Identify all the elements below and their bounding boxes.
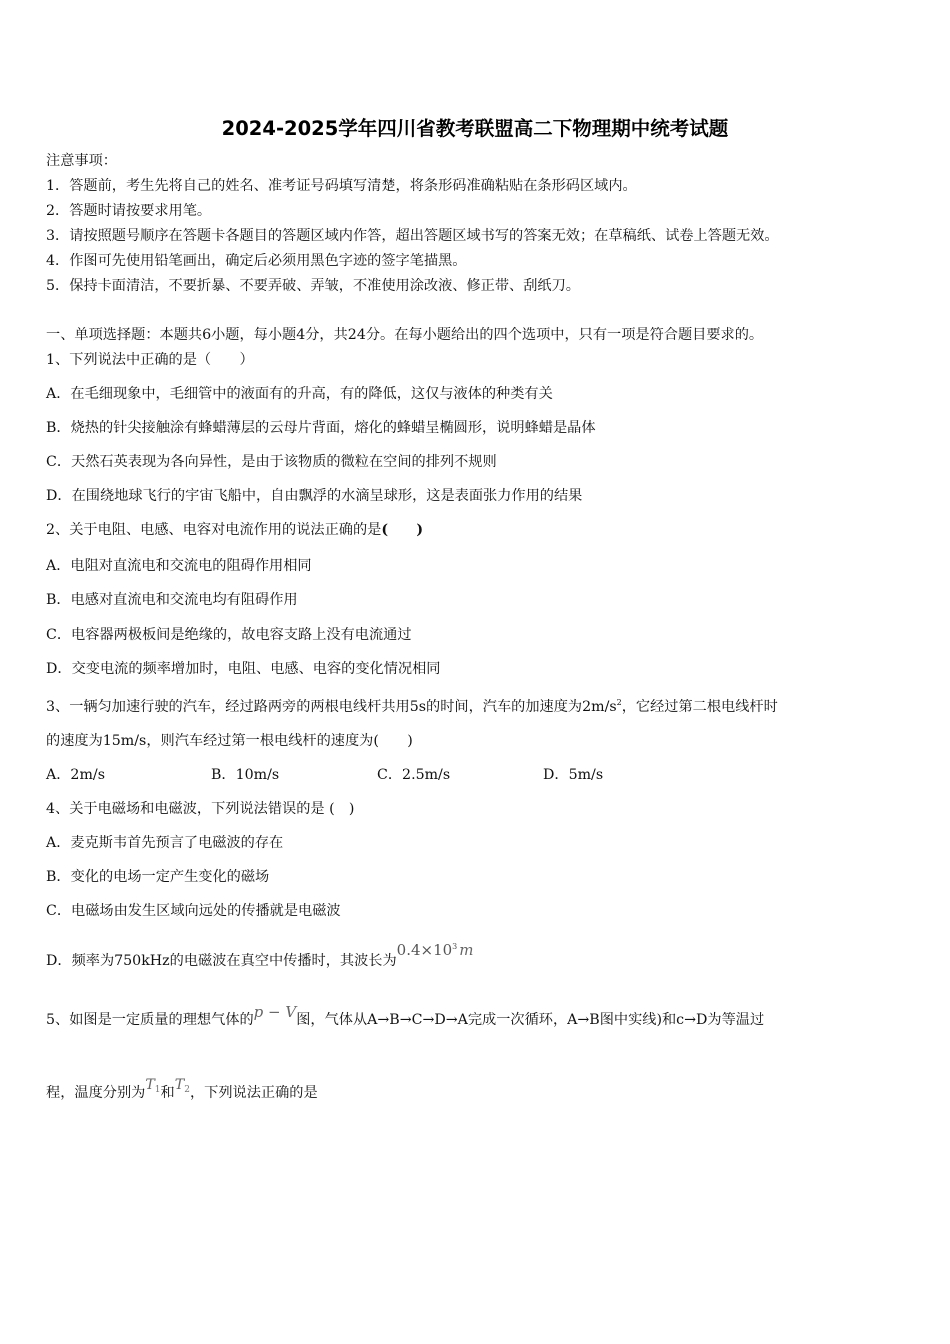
notice-heading: 注意事项：: [46, 153, 117, 169]
q4-option-d: [46, 941, 474, 970]
formula-base: 0.4×10: [396, 941, 453, 959]
q5-stem-line1: [46, 1003, 765, 1029]
q5-stem-line2: [46, 1077, 318, 1107]
page-title: 2024-2025学年四川省教考联盟高二下物理期中统考试题: [221, 117, 729, 140]
q4-option-c: C．电磁场由发生区域向远处的传播就是电磁波: [46, 903, 341, 919]
q4-option-a: A．麦克斯韦首先预言了电磁波的存在: [46, 835, 284, 851]
t2-subscript: 2: [184, 1085, 190, 1095]
pv-formula: p − V: [253, 1003, 297, 1021]
q2-option-b: B．电感对直流电和交流电均有阻碍作用: [46, 592, 298, 608]
t1-symbol: T: [145, 1077, 155, 1093]
q1-stem: 1、下列说法中正确的是（ ）: [46, 352, 254, 368]
q5-text-d: ，下列说法正确的是: [189, 1085, 318, 1101]
t2-formula: [175, 1077, 190, 1093]
q1-option-b: B．烧热的针尖接触涂有蜂蜡薄层的云母片背面，熔化的蜂蜡呈椭圆形，说明蜂蜡是晶体: [46, 420, 596, 436]
q5-text-a: 5、如图是一定质量的理想气体的: [46, 1012, 254, 1028]
q3-stem-sup: 2: [616, 698, 622, 707]
q1-option-d: D．在围绕地球飞行的宇宙飞船中，自由飘浮的水滴呈球形，这是表面张力作用的结果: [46, 488, 583, 504]
section-heading: 一、单项选择题：本题共6小题，每小题4分，共24分。在每小题给出的四个选项中，只有一项是符合题目要求的。: [46, 327, 764, 343]
q5-text-c: 程，温度分别为: [46, 1085, 146, 1101]
formula-exponent: 3: [452, 942, 458, 951]
q3-option-b: B．10m/s: [211, 767, 280, 783]
formula-unit: m: [459, 941, 474, 959]
q3-option-a: A．2m/s: [46, 767, 105, 783]
t1-subscript: 1: [154, 1085, 161, 1095]
q1-option-a: A．在毛细现象中，毛细管中的液面有的升高，有的降低，这仅与液体的种类有关: [46, 386, 553, 402]
q2-stem-text: 2、关于电阻、电感、电容对电流作用的说法正确的是: [46, 522, 382, 538]
notice-item: 1．答题前，考生先将自己的姓名、准考证号码填写清楚，将条形码准确粘贴在条形码区域内。: [46, 178, 637, 194]
t2-symbol: T: [174, 1077, 185, 1093]
q3-stem-line2: 的速度为15m/s，则汽车经过第一根电线杆的速度为( ): [46, 733, 413, 749]
q2-option-a: A．电阻对直流电和交流电的阻碍作用相同: [46, 558, 312, 574]
notice-item: 3．请按照题号顺序在答题卡各题目的答题区域内作答，超出答题区域书写的答案无效；在草稿纸、试卷上答题无效。: [46, 228, 779, 244]
q4-stem: 4、关于电磁场和电磁波，下列说法错误的是 ( ): [46, 801, 355, 817]
q3-option-d: D．5m/s: [543, 767, 604, 783]
q3-stem-text-a: 3、一辆匀加速行驶的汽车，经过路两旁的两根电线杆共用5s的时间，汽车的加速度为2m/s: [46, 699, 617, 715]
wavelength-formula: [397, 941, 474, 959]
q5-text-b: 图，气体从A→B→C→D→A完成一次循环，A→B图中实线)和c→D为等温过: [296, 1012, 765, 1028]
q4-option-b: B．变化的电场一定产生变化的磁场: [46, 869, 270, 885]
q3-stem-text-b: ，它经过第二根电线杆时: [621, 699, 778, 715]
notice-item: 2．答题时请按要求用笔。: [46, 203, 212, 219]
q2-option-d: D．交变电流的频率增加时，电阻、电感、电容的变化情况相同: [46, 661, 441, 677]
q1-option-c: C．天然石英表现为各向异性，是由于该物质的微粒在空间的排列不规则: [46, 454, 497, 470]
notice-item: 4．作图可先使用铅笔画出，确定后必须用黑色字迹的签字笔描黑。: [46, 253, 467, 269]
q4-option-d-text: D．频率为750kHz的电磁波在真空中传播时，其波长为: [46, 953, 397, 969]
q2-stem: [46, 521, 423, 539]
q3-option-c: C．2.5m/s: [377, 767, 451, 783]
q3-options: [46, 766, 603, 784]
notice-item: 5．保持卡面清洁，不要折暴、不要弄破、弄皱，不准使用涂改液、修正带、刮纸刀。: [46, 278, 580, 294]
t1-formula: [145, 1077, 160, 1093]
q2-stem-paren: ( ): [381, 522, 424, 538]
q5-text-and: 和: [160, 1085, 175, 1101]
q2-option-c: C．电容器两极板间是绝缘的，故电容支路上没有电流通过: [46, 627, 412, 643]
q3-stem-line1: [46, 694, 778, 716]
